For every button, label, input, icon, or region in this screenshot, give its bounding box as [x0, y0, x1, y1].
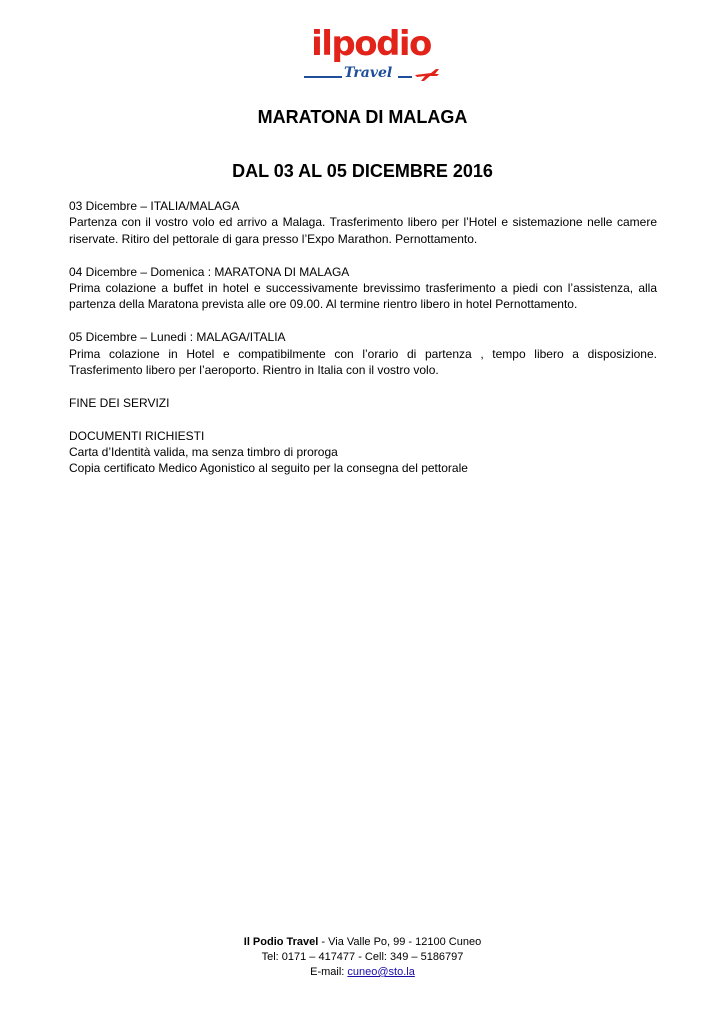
logo-sub-text: Travel: [344, 65, 393, 81]
document-item: Copia certificato Medico Agonistico al seguito per la consegna del pettorale: [69, 461, 468, 476]
footer-address-line: [0, 935, 725, 950]
day-description: Partenza con il vostro volo ed arrivo a Malaga. Trasferimento libero per l’Hotel e sistemazione nelle camere riservate. Ritiro del pettorale di gara presso l’Expo Marathon. Pernottamento.: [69, 215, 657, 246]
day-heading: 03 Dicembre – ITALIA/MALAGA: [69, 199, 240, 213]
logo-brand-text: ilpodio: [311, 24, 431, 64]
logo-line-right: [398, 76, 412, 78]
itinerary-content: [69, 198, 657, 477]
footer-email-label: E-mail:: [310, 966, 348, 978]
footer-address: - Via Valle Po, 99 - 12100 Cuneo: [318, 936, 482, 948]
company-logo: [300, 24, 442, 88]
end-of-services: FINE DEI SERVIZI: [69, 395, 170, 410]
page-title: MARATONA DI MALAGA: [257, 107, 468, 127]
day-description: Prima colazione in Hotel e compatibilmente con l’orario di partenza , tempo libero a disposizione. Trasferimento libero per l’aeroporto. Rientro in Italia con il vostro volo.: [69, 346, 657, 378]
documents-heading: DOCUMENTI RICHIESTI: [69, 428, 205, 443]
day-description: Prima colazione a buffet in hotel e successivamente brevissimo trasferimento a piedi con l’assistenza, alla partenza della Maratona prevista alle ore 09.00. Al termine rientro libero in hotel Pernottamento.: [69, 281, 657, 312]
footer-email-line: [0, 965, 725, 980]
day-heading: 05 Dicembre – Lunedi : MALAGA/ITALIA: [69, 330, 286, 345]
page-footer: [0, 935, 725, 980]
page-subtitle-dates: DAL 03 AL 05 DICEMBRE 2016: [232, 161, 493, 181]
footer-phones: Tel: 0171 – 417477 - Cell: 349 – 5186797: [261, 951, 464, 963]
logo-line-left: [304, 76, 342, 78]
document-item: Carta d’Identità valida, ma senza timbro di proroga: [69, 445, 338, 460]
email-link[interactable]: cuneo@sto.la: [347, 966, 415, 978]
airplane-icon: [414, 66, 440, 82]
footer-company: Il Podio Travel: [243, 936, 319, 948]
day-heading: 04 Dicembre – Domenica : MARATONA DI MALAGA: [69, 264, 350, 279]
